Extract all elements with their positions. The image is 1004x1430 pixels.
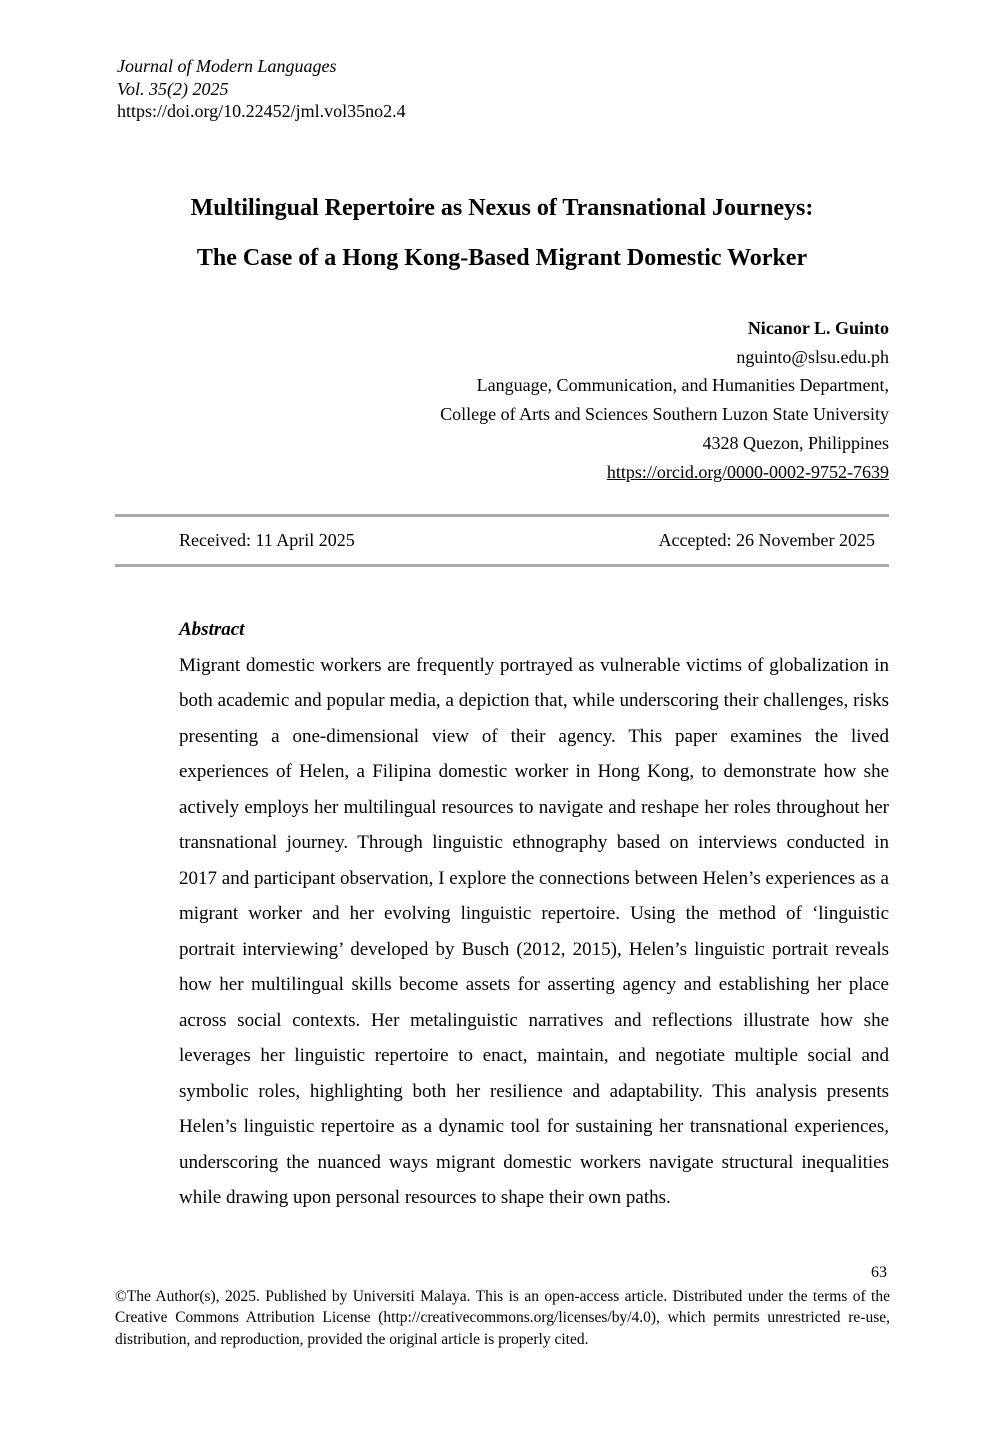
- dates-bar: [115, 514, 889, 567]
- received-date: Received: 11 April 2025: [179, 530, 355, 550]
- journal-volume: Vol. 35(2) 2025: [117, 78, 229, 99]
- author-email: nguinto@slsu.edu.ph: [736, 346, 889, 367]
- author-department: Language, Communication, and Humanities Department,: [476, 375, 889, 396]
- abstract-section: [179, 612, 889, 1216]
- page-number: 63: [871, 1264, 887, 1281]
- copyright-notice: ©The Author(s), 2025. Published by Universiti Malaya. This is an open-access article. Distributed under the terms of the Creative Commons Attribution License (http://creativecommons.org/licenses/by/4.0), which permits unrestricted re-use, distribution, and reproduction, provided the original article is properly cited.: [115, 1288, 890, 1348]
- journal-doi: https://doi.org/10.22452/jml.vol35no2.4: [117, 101, 406, 121]
- paper-title: [0, 183, 1004, 283]
- orcid-link[interactable]: https://orcid.org/0000-0002-9752-7639: [606, 461, 889, 482]
- author-address: 4328 Quezon, Philippines: [702, 432, 889, 453]
- abstract-heading: Abstract: [179, 619, 245, 640]
- abstract-text: Migrant domestic workers are frequently portrayed as vulnerable victims of globalization in both academic and popular media, a depiction that, while underscoring their challenges, risks presenting a one-dimensional view of their agency. This paper examines the lived experiences of Helen, a Filipina domestic worker in Hong Kong, to demonstrate how she actively employs her multilingual resources to navigate and reshape her roles throughout her transnational journey. Through linguistic ethnography based on interviews conducted in 2017 and participant observation, I explore the connections between Helen’s experiences as a migrant worker and her evolving linguistic repertoire. Using the method of ‘linguistic portrait interviewing’ developed by Busch (2012, 2015), Helen’s linguistic portrait reveals how her multilingual skills become assets for asserting agency and establishing her place across social contexts. Her metalinguistic narratives and reflections illustrate how she leverages her linguistic repertoire to enact, maintain, and negotiate multiple social and symbolic roles, highlighting both her resilience and adaptability. This analysis presents Helen’s linguistic repertoire as a dynamic tool for sustaining her transnational experiences, underscoring the nuanced ways migrant domestic workers navigate structural inequalities while drawing upon personal resources to shape their own paths.: [179, 654, 889, 1208]
- paper-title-line-1: Multilingual Repertoire as Nexus of Transnational Journeys:: [190, 195, 814, 221]
- paper-title-line-2: The Case of a Hong Kong-Based Migrant Domestic Worker: [196, 245, 808, 271]
- journal-name: Journal of Modern Languages: [117, 56, 337, 76]
- accepted-date: Accepted: 26 November 2025: [658, 530, 875, 550]
- author-block: [440, 314, 889, 486]
- author-college: College of Arts and Sciences Southern Luzon State University: [440, 404, 889, 425]
- author-name: Nicanor L. Guinto: [747, 318, 889, 338]
- journal-header: [117, 55, 406, 123]
